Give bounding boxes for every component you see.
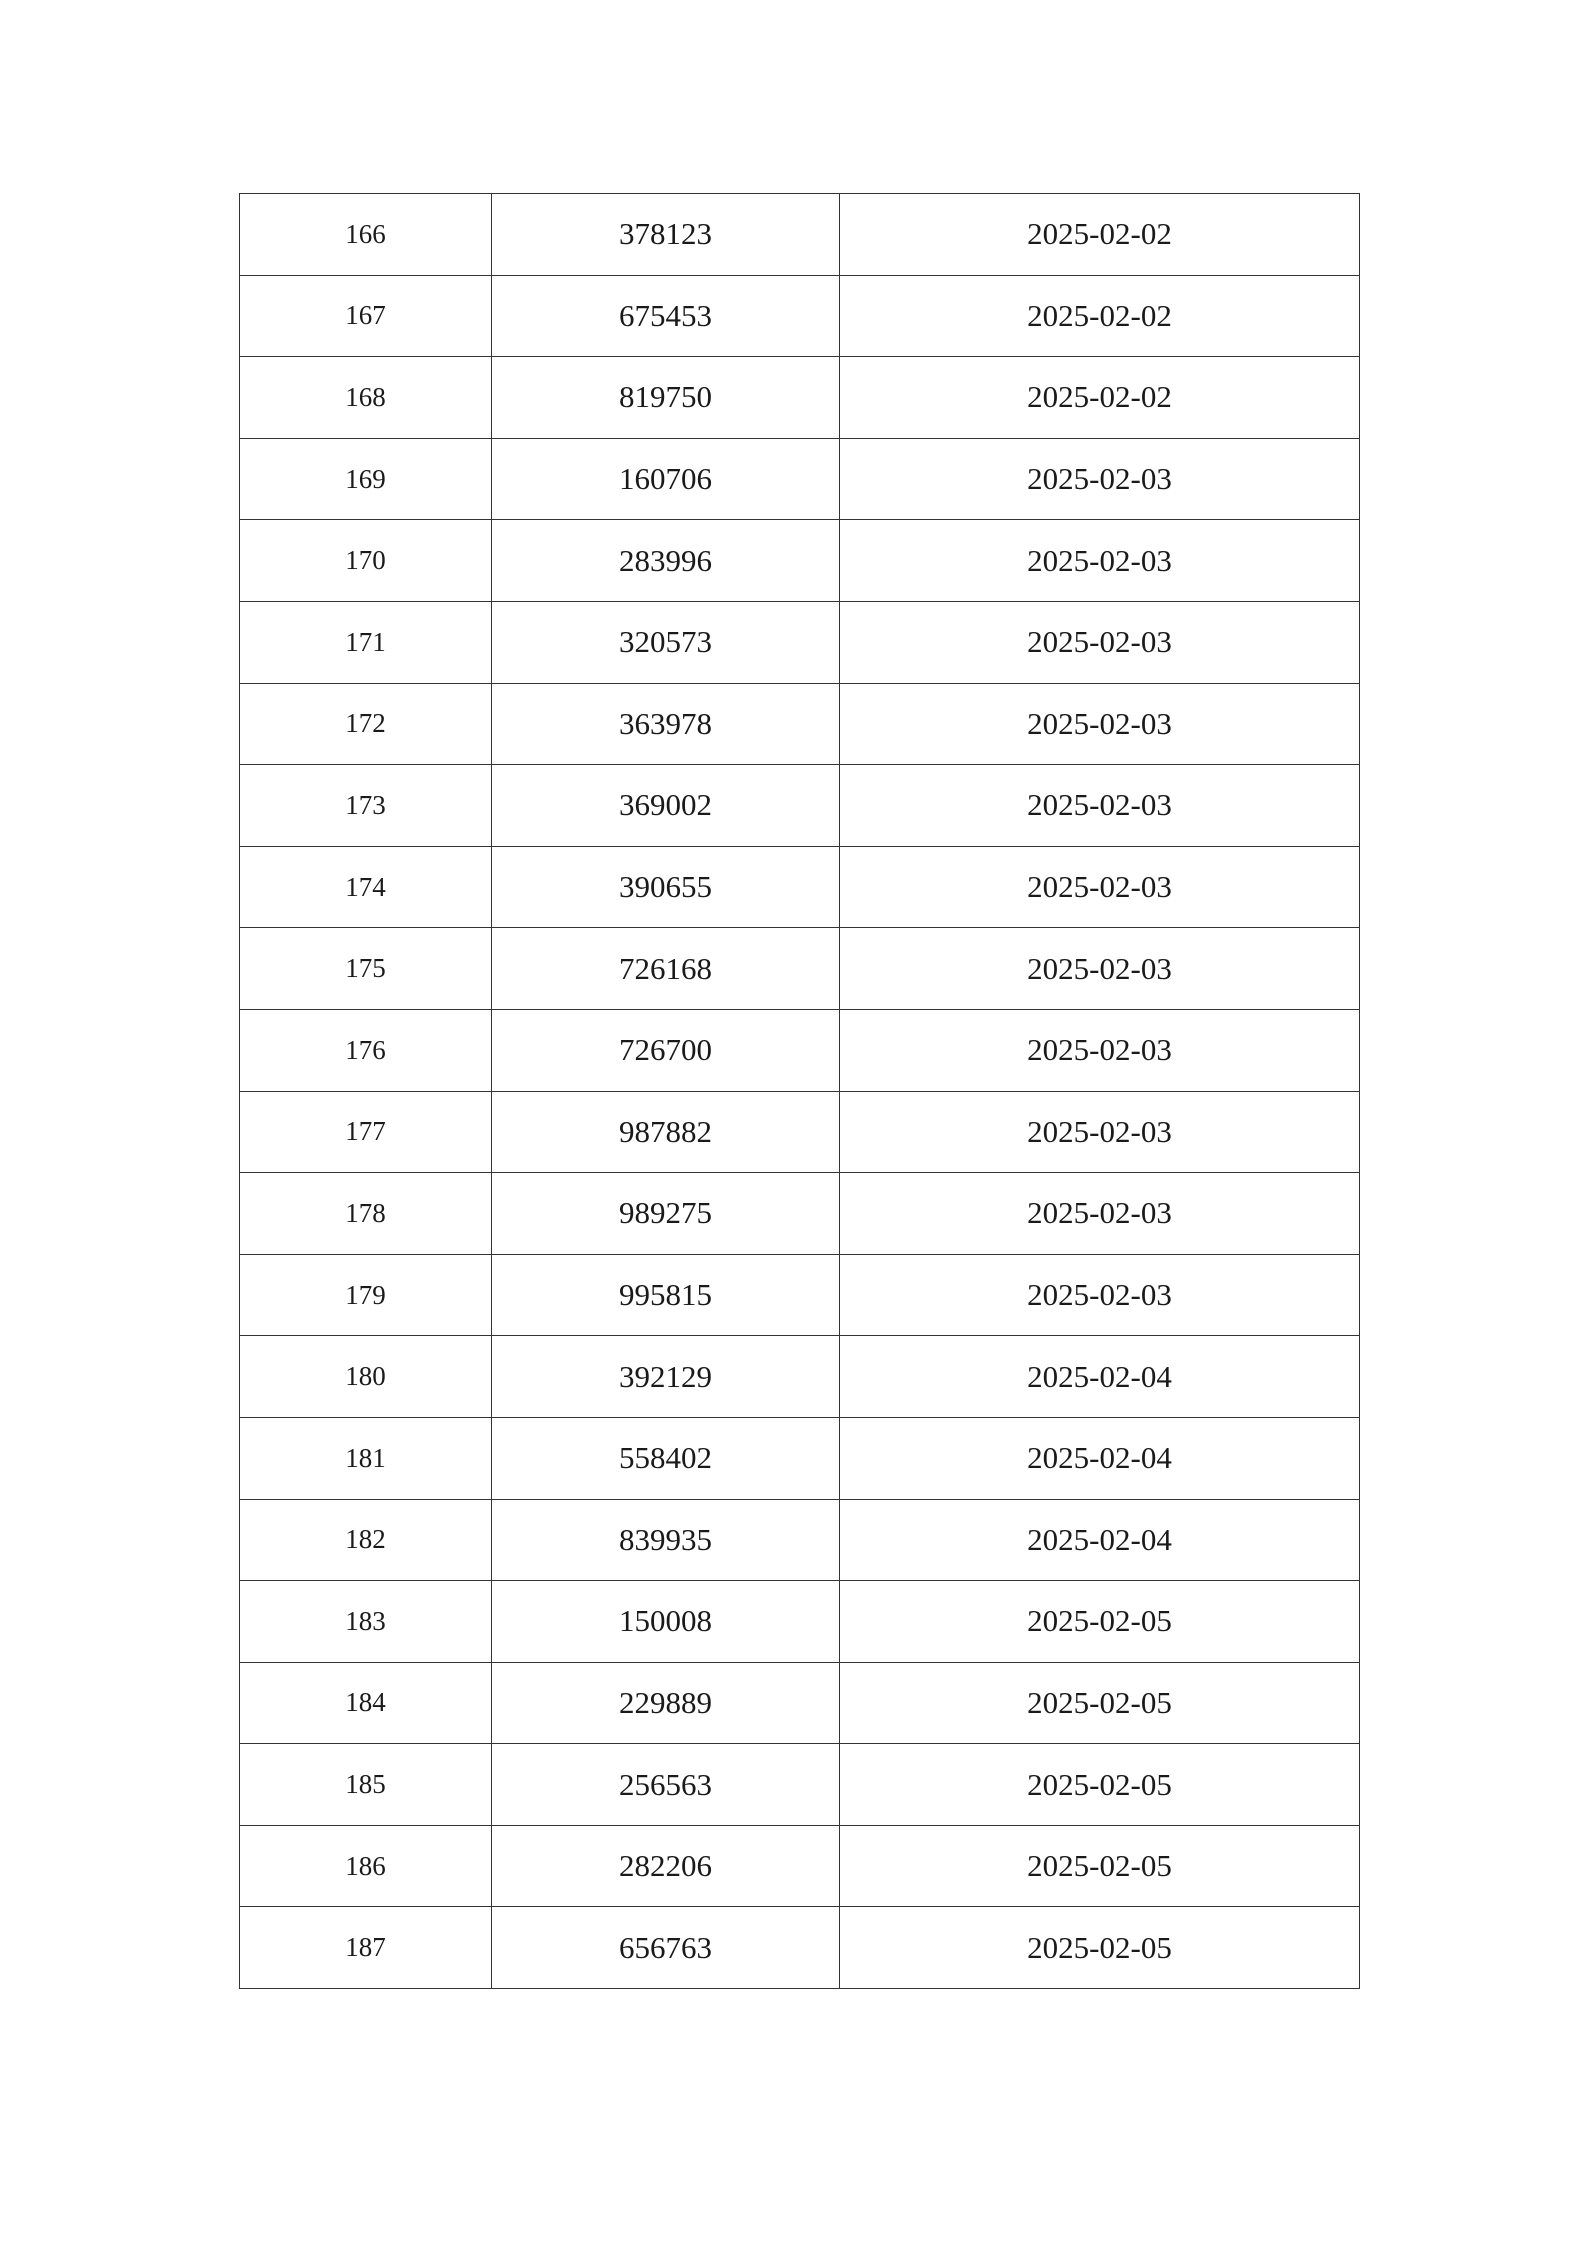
table-row — [240, 1254, 1360, 1336]
table-row — [240, 1499, 1360, 1581]
row-index-cell: 178 — [240, 1173, 492, 1255]
row-index-cell: 166 — [240, 194, 492, 276]
date-cell: 2025-02-05 — [840, 1581, 1360, 1663]
date-cell: 2025-02-05 — [840, 1662, 1360, 1744]
row-index-cell: 186 — [240, 1825, 492, 1907]
code-cell: 989275 — [492, 1173, 840, 1255]
date-cell: 2025-02-03 — [840, 765, 1360, 847]
code-cell: 229889 — [492, 1662, 840, 1744]
table-row — [240, 601, 1360, 683]
row-index-cell: 174 — [240, 846, 492, 928]
row-index-cell: 182 — [240, 1499, 492, 1581]
code-cell: 283996 — [492, 520, 840, 602]
code-cell: 282206 — [492, 1825, 840, 1907]
code-cell: 363978 — [492, 683, 840, 765]
code-cell: 150008 — [492, 1581, 840, 1663]
code-cell: 675453 — [492, 275, 840, 357]
date-cell: 2025-02-03 — [840, 1091, 1360, 1173]
table-row — [240, 928, 1360, 1010]
code-cell: 726700 — [492, 1009, 840, 1091]
date-cell: 2025-02-03 — [840, 520, 1360, 602]
date-cell: 2025-02-03 — [840, 928, 1360, 1010]
table-row — [240, 1091, 1360, 1173]
row-index-cell: 181 — [240, 1417, 492, 1499]
date-cell: 2025-02-02 — [840, 194, 1360, 276]
date-cell: 2025-02-03 — [840, 846, 1360, 928]
row-index-cell: 187 — [240, 1907, 492, 1989]
code-cell: 819750 — [492, 357, 840, 439]
code-cell: 160706 — [492, 438, 840, 520]
row-index-cell: 172 — [240, 683, 492, 765]
table-row — [240, 275, 1360, 357]
date-cell: 2025-02-05 — [840, 1907, 1360, 1989]
date-cell: 2025-02-02 — [840, 357, 1360, 439]
row-index-cell: 185 — [240, 1744, 492, 1826]
table-row — [240, 357, 1360, 439]
date-cell: 2025-02-03 — [840, 683, 1360, 765]
date-cell: 2025-02-03 — [840, 1173, 1360, 1255]
table-row — [240, 1825, 1360, 1907]
code-cell: 378123 — [492, 194, 840, 276]
row-index-cell: 175 — [240, 928, 492, 1010]
code-cell: 320573 — [492, 601, 840, 683]
table-row — [240, 1662, 1360, 1744]
code-cell: 839935 — [492, 1499, 840, 1581]
date-cell: 2025-02-04 — [840, 1336, 1360, 1418]
records-table — [239, 193, 1360, 1989]
row-index-cell: 183 — [240, 1581, 492, 1663]
date-cell: 2025-02-03 — [840, 438, 1360, 520]
row-index-cell: 170 — [240, 520, 492, 602]
table-row — [240, 1744, 1360, 1826]
code-cell: 726168 — [492, 928, 840, 1010]
table-row — [240, 1336, 1360, 1418]
code-cell: 558402 — [492, 1417, 840, 1499]
date-cell: 2025-02-04 — [840, 1499, 1360, 1581]
code-cell: 256563 — [492, 1744, 840, 1826]
row-index-cell: 179 — [240, 1254, 492, 1336]
row-index-cell: 168 — [240, 357, 492, 439]
row-index-cell: 167 — [240, 275, 492, 357]
date-cell: 2025-02-03 — [840, 1254, 1360, 1336]
table-row — [240, 194, 1360, 276]
row-index-cell: 176 — [240, 1009, 492, 1091]
table-row — [240, 1173, 1360, 1255]
row-index-cell: 180 — [240, 1336, 492, 1418]
row-index-cell: 173 — [240, 765, 492, 847]
table-row — [240, 846, 1360, 928]
row-index-cell: 169 — [240, 438, 492, 520]
code-cell: 995815 — [492, 1254, 840, 1336]
table-row — [240, 520, 1360, 602]
code-cell: 392129 — [492, 1336, 840, 1418]
date-cell: 2025-02-04 — [840, 1417, 1360, 1499]
code-cell: 987882 — [492, 1091, 840, 1173]
table-row — [240, 1009, 1360, 1091]
date-cell: 2025-02-03 — [840, 601, 1360, 683]
date-cell: 2025-02-03 — [840, 1009, 1360, 1091]
date-cell: 2025-02-05 — [840, 1744, 1360, 1826]
table-row — [240, 1581, 1360, 1663]
row-index-cell: 177 — [240, 1091, 492, 1173]
table-row — [240, 683, 1360, 765]
code-cell: 390655 — [492, 846, 840, 928]
code-cell: 656763 — [492, 1907, 840, 1989]
row-index-cell: 184 — [240, 1662, 492, 1744]
table-row — [240, 1417, 1360, 1499]
date-cell: 2025-02-05 — [840, 1825, 1360, 1907]
table-body — [240, 194, 1360, 1989]
code-cell: 369002 — [492, 765, 840, 847]
table-row — [240, 1907, 1360, 1989]
table-row — [240, 438, 1360, 520]
row-index-cell: 171 — [240, 601, 492, 683]
date-cell: 2025-02-02 — [840, 275, 1360, 357]
table-row — [240, 765, 1360, 847]
